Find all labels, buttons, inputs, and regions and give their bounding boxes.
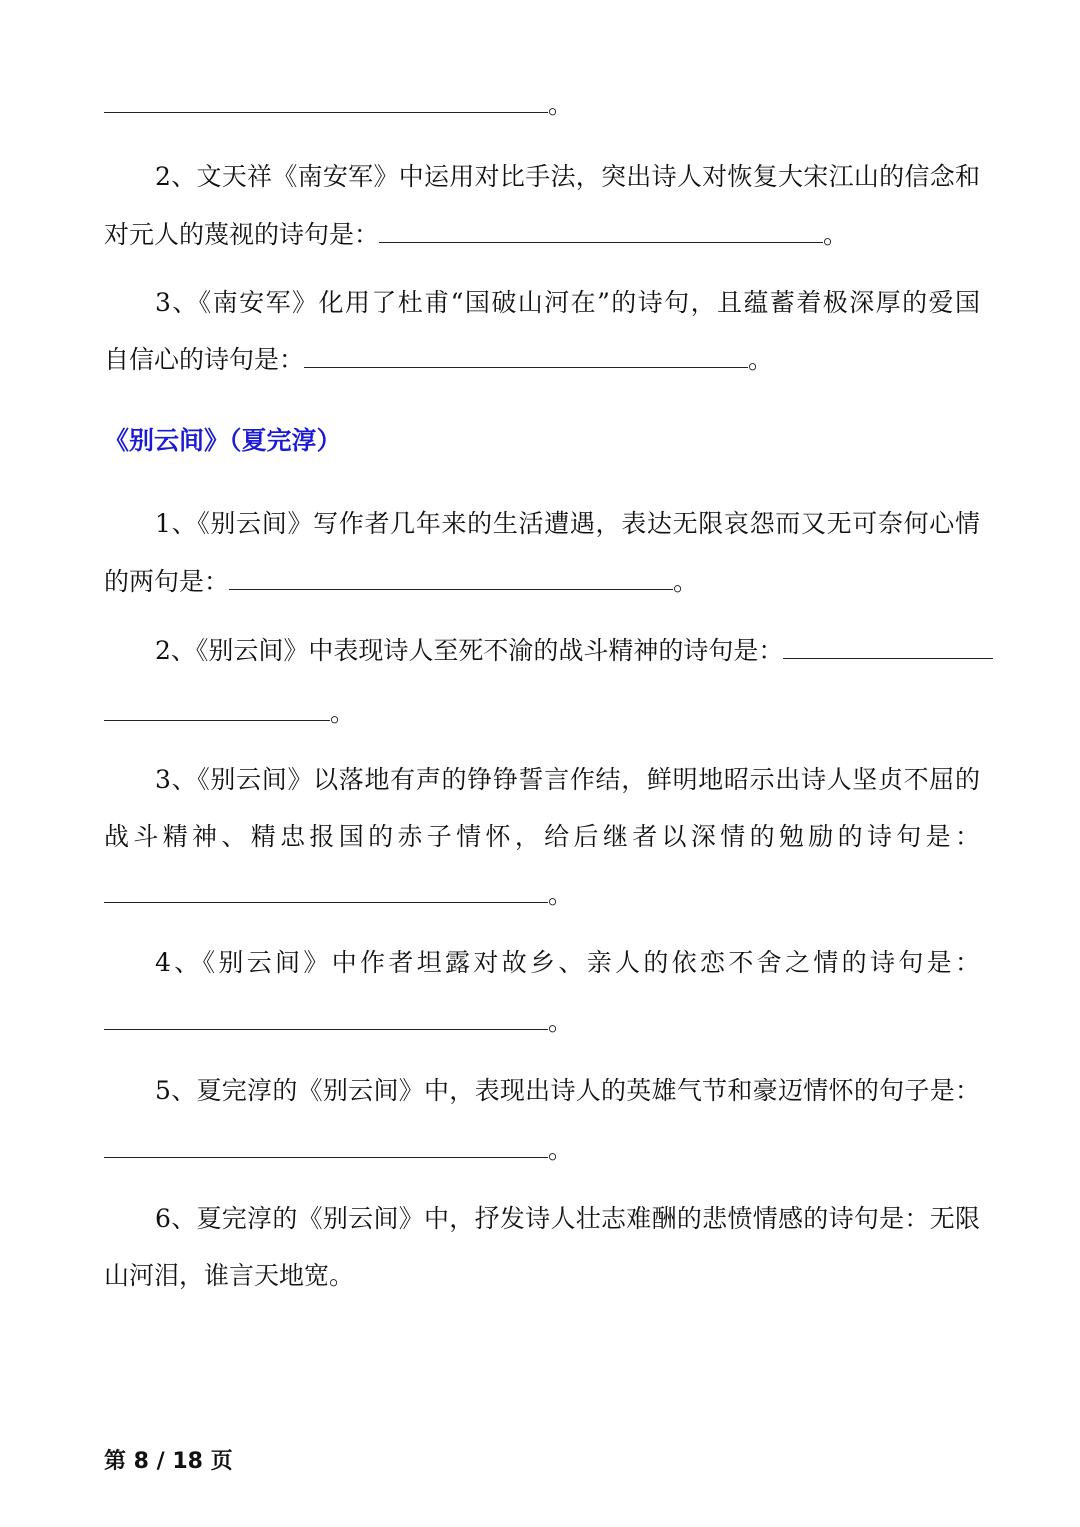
- question-text: 4、《别云间》中作者坦露对故乡、亲人的依恋不舍之情的诗句是：: [155, 948, 980, 977]
- answer-blank[interactable]: [104, 88, 548, 113]
- question-text: 的两句是：: [104, 567, 230, 596]
- question-text: 5、夏完淳的《别云间》中，表现出诗人的英雄气节和豪迈情怀的句子是：: [155, 1076, 980, 1105]
- question-text: 6、夏完淳的《别云间》中，抒发诗人壮志难酬的悲愤情感的诗句是：无限: [155, 1204, 980, 1233]
- question-text: 自信心的诗句是：: [104, 345, 305, 374]
- answer-blank[interactable]: [379, 218, 823, 243]
- period: 。: [748, 345, 774, 374]
- answer-line: [104, 1005, 980, 1039]
- answer-blank[interactable]: [104, 696, 330, 721]
- answer-text: 山河泪，谁言天地宽。: [104, 1261, 355, 1290]
- question-text-continued: [104, 343, 980, 377]
- section-heading: 《别云间》（夏完淳）: [104, 426, 342, 455]
- question-text: 对元人的蔑视的诗句是：: [104, 220, 380, 249]
- question-text: 2、《别云间》中表现诗人至死不渝的战斗精神的诗句是：: [155, 636, 784, 665]
- question-text-row: [155, 634, 980, 668]
- question-text: 2、文天祥《南安军》中运用对比手法，突出诗人对恢复大宋江山的信念和: [155, 162, 980, 191]
- answer-blank[interactable]: [783, 634, 993, 659]
- answer-blank[interactable]: [229, 565, 673, 590]
- question-text: 1、《别云间》写作者几年来的生活遭遇，表达无限哀怨而又无可奈何心情: [155, 509, 980, 538]
- period: 。: [548, 880, 574, 909]
- answer-blank[interactable]: [304, 343, 748, 368]
- question-text: 3、《别云间》以落地有声的铮铮誓言作结，鲜明地昭示出诗人坚贞不屈的: [155, 765, 980, 794]
- period: 。: [673, 567, 699, 596]
- answer-blank[interactable]: [104, 1005, 548, 1030]
- question-text: 3、《南安军》化用了杜甫“国破山河在”的诗句，且蕴蓄着极深厚的爱国: [155, 288, 980, 317]
- answer-blank[interactable]: [104, 878, 548, 903]
- question-text-continued: [104, 565, 980, 599]
- answer-line: [104, 1133, 980, 1167]
- period: 。: [548, 1007, 574, 1036]
- answer-line: [104, 696, 980, 730]
- question-text: 战斗精神、精忠报国的赤子情怀，给后继者以深情的勉励的诗句是：: [104, 822, 980, 851]
- answer-line-top: [104, 88, 980, 122]
- period: 。: [823, 220, 849, 249]
- period: 。: [330, 698, 356, 727]
- question-text-continued: [104, 218, 980, 252]
- page-number: 第 8 / 18 页: [104, 1449, 233, 1474]
- answer-line: [104, 878, 980, 912]
- period: 。: [548, 1135, 574, 1164]
- period: 。: [548, 90, 574, 119]
- answer-blank[interactable]: [104, 1133, 548, 1158]
